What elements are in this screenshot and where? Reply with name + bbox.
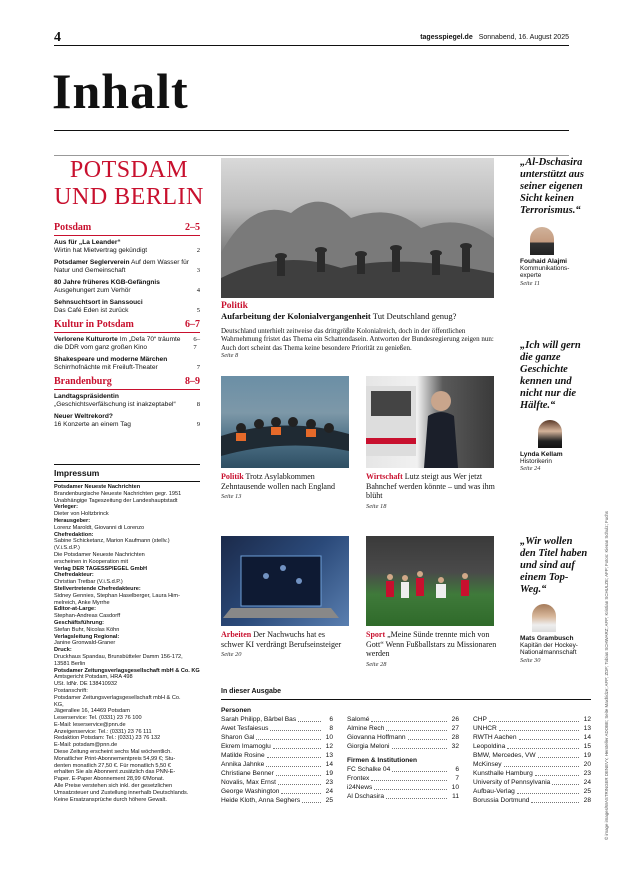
index-personen-title: Personen: [221, 707, 252, 714]
index-firmen-title: Firmen & Institutionen: [347, 757, 417, 764]
index-entry[interactable]: Kunsthalle Hamburg 23: [473, 770, 591, 777]
toc-item[interactable]: Neuer Weltrekord? 16 Konzerte an einem Tag 9: [54, 413, 200, 428]
teaser-page: Seite 20: [221, 651, 242, 658]
index-entry[interactable]: Salomé 26: [347, 716, 459, 723]
impressum-line: erhalten Sie als Abonnent zusätzlich das PNN-E-: [54, 769, 176, 776]
teaser-headline: Politik Trotz Asylabkommen Zehntausende wollen nach England: [221, 472, 335, 491]
teaser-photo-football[interactable]: [366, 536, 494, 626]
index-entry[interactable]: Heide Kloth, Anna Seghers 25: [221, 797, 333, 804]
impressum-line: Chefredakteur:: [54, 572, 94, 579]
index-entry[interactable]: Giovanna Hoffmann 28: [347, 734, 459, 741]
impressum-line: Verlagsleitung Regional:: [54, 633, 120, 640]
impressum-line: Dieter von Holtzbrinck: [54, 511, 109, 518]
teaser-headline: Wirtschaft Lutz steigt aus Wer jetzt Bahnchef werden könnte – und was ihm blüht: [366, 472, 495, 500]
impressum-line: Jägerallee 16, 14469 Potsdam: [54, 708, 130, 715]
toc-section-kultur: [54, 319, 200, 372]
portrait-1: [530, 227, 554, 255]
toc-item[interactable]: Aus für „La Leander“ Wirtin hat Mietvertrag gekündigt 2: [54, 239, 200, 254]
quote-name: Mats Grambusch: [520, 635, 574, 642]
lead-headline: Aufarbeitung der Kolonialvergangenheit Tut Deutschland genug?: [221, 311, 457, 321]
index-col-3: [473, 706, 591, 805]
impressum-line: E-Mail: leserservice@pnn.de: [54, 721, 126, 728]
quote-text: „Wir wollen den Titel haben und sind auf einem Top-Weg.“: [520, 536, 588, 595]
index-entry[interactable]: George Washington 24: [221, 788, 333, 795]
page-number: 4: [54, 30, 61, 45]
impressum-line: KG,: [54, 701, 64, 708]
impressum-line: Anzeigenservice: Tel.: (0331) 23 76 111: [54, 728, 152, 735]
impressum-line: erscheinen in Kooperation mit: [54, 558, 129, 565]
impressum-line: Redaktion Potsdam: Tel.: (0331) 23 76 132: [54, 735, 161, 742]
index-entry[interactable]: Giorgia Meloni 32: [347, 743, 459, 750]
toc: [54, 222, 200, 433]
impressum-line: Janine Gronwald-Graner: [54, 640, 116, 647]
impressum-line: Sabine Schicketanz, Marion Kaufmann (stellv.): [54, 538, 170, 545]
impressum-line: Paper. E-Paper Abonnement 28,99 €/Monat.: [54, 776, 165, 783]
impressum-line: Postanschrift:: [54, 687, 88, 694]
title-rule: [54, 130, 569, 131]
colonial-soldiers-image: [221, 158, 494, 298]
toc-item[interactable]: 80 Jahre früheres KGB-Gefängnis Ausgehungert zum Verhör 4: [54, 279, 200, 294]
index-entry[interactable]: Sharon Gal 10: [221, 734, 333, 741]
migrant-boat-image: [221, 376, 349, 468]
index-entry[interactable]: i24News 10: [347, 784, 459, 791]
lead-page: Seite 8: [221, 352, 239, 360]
impressum: [54, 464, 200, 803]
bahnchef-image: [366, 376, 494, 468]
section-title-line2: UND BERLIN: [54, 184, 204, 210]
teaser-wirtschaft[interactable]: [366, 472, 498, 510]
impressum-line: Umsatzsteuer und Zustellung innerhalb Deutschlands.: [54, 789, 189, 796]
teaser-photo-laptop[interactable]: [221, 536, 349, 626]
index-entry[interactable]: UNHCR 13: [473, 725, 591, 732]
index-entry[interactable]: Sarah Philipp, Bärbel Bas 6: [221, 716, 333, 723]
index-entry[interactable]: Almine Rech 27: [347, 725, 459, 732]
quote-name: Fouhaid Alajmi: [520, 258, 568, 265]
index-title: In dieser Ausgabe: [221, 688, 282, 695]
index-entry[interactable]: Novalis, Max Ernst 23: [221, 779, 333, 786]
teaser-sport[interactable]: [366, 630, 498, 668]
portrait-3: [532, 604, 556, 632]
index-entry[interactable]: Ekrem Imamoglu 12: [221, 743, 333, 750]
index-entry[interactable]: CHP 12: [473, 716, 591, 723]
teaser-page: Seite 28: [366, 660, 387, 668]
quote-page: Seite 30: [520, 656, 541, 664]
toc-section-header[interactable]: Brandenburg 8–9: [54, 376, 200, 387]
index-entry[interactable]: Matilde Rosine 13: [221, 752, 333, 759]
football-players-image: [366, 536, 494, 626]
impressum-line: Verlag DER TAGESSPIEGEL GmbH: [54, 565, 148, 572]
index-entry[interactable]: Awet Tesfaiesus 8: [221, 725, 333, 732]
impressum-line: Unabhängige Tageszeitung der Landeshauptstadt: [54, 497, 178, 504]
impressum-line: Druck:: [54, 647, 72, 654]
lead-story[interactable]: [221, 301, 494, 359]
section-title: [54, 157, 204, 211]
teaser-photo-boat[interactable]: [221, 376, 349, 468]
index-entry[interactable]: Frontex 7: [347, 775, 459, 782]
toc-item[interactable]: Landtagspräsidentin „Geschichtsverfälschung ist inakzeptabel“ 8: [54, 393, 200, 408]
impressum-lines: [54, 484, 200, 803]
index-entry[interactable]: Al Dschasira 11: [347, 793, 459, 800]
impressum-line: Stellvertretende Chefredakteure:: [54, 585, 141, 592]
teaser-photo-train[interactable]: [366, 376, 494, 468]
quote-name: Lynda Kellam: [520, 451, 563, 458]
laptop-ai-image: [221, 536, 349, 626]
index-col-2: [347, 706, 459, 805]
quote-page: Seite 24: [520, 465, 541, 473]
teaser-arbeiten[interactable]: [221, 630, 349, 658]
index-entry[interactable]: Christiane Benner 19: [221, 770, 333, 777]
toc-section-header[interactable]: Potsdam 2–5: [54, 222, 200, 233]
index-entry[interactable]: Leopoldina 15: [473, 743, 591, 750]
section-rule: [54, 155, 569, 156]
quote-role: Historikerin: [520, 458, 552, 465]
impressum-line: Christian Tretbar (V.i.S.d.P.): [54, 579, 123, 586]
impressum-line: Monatlicher Print-Abonnementpreis 54,99 €; Stu-: [54, 755, 176, 762]
issue-date: Sonnabend, 16. August 2025: [478, 34, 569, 41]
index-entry[interactable]: FC Schalke 04 6: [347, 766, 459, 773]
impressum-line: Chefredaktion:: [54, 531, 94, 538]
impressum-line: melreich, Anke Myrrhe: [54, 599, 110, 606]
impressum-line: Potsdamer Zeitungsverlagsgesellschaft mbH & Co. KG: [54, 667, 200, 674]
teaser-page: Seite 18: [366, 502, 387, 510]
quote-block-3[interactable]: [520, 536, 590, 664]
impressum-line: Verleger:: [54, 504, 78, 511]
impressum-line: Diese Zeitung erscheint sechs Mal wöchentlich.: [54, 749, 172, 756]
toc-item[interactable]: Sehnsuchtsort in Sanssouci Das Café Eden ist zurück 5: [54, 299, 200, 314]
impressum-line: 13581 Berlin: [54, 660, 86, 667]
toc-section-header[interactable]: Kultur in Potsdam 6–7: [54, 319, 200, 330]
index-entry[interactable]: Borussia Dortmund 28: [473, 797, 591, 804]
quote-text: „Ich will gern die ganze Geschichte kennen und nicht nur die Hälfte.“: [520, 340, 581, 411]
impressum-line: (V.i.S.d.P.): [54, 545, 80, 552]
impressum-line: Geschäftsführung:: [54, 619, 105, 626]
header-rule: [54, 45, 569, 46]
impressum-line: USt. IdNr. DE 138410932: [54, 681, 118, 688]
impressum-line: Editor-at-Large:: [54, 606, 96, 613]
impressum-line: denten monatlich 27,50 €. Für monatlich 5,50 €: [54, 762, 171, 769]
impressum-line: E-Mail: potsdam@pnn.de: [54, 742, 118, 749]
lead-body: Deutschland unterhielt zeitweise das drittgrößte Kolonialreich, doch in der öffentlichen Wahrnehmung fristet das Thema ein Schattendasein. Antworten der Bundesregierung zeigen nun: Auch dort scheint das Thema keine besondere Priorität zu genießen.: [221, 327, 494, 352]
toc-item[interactable]: Potsdamer Seglerverein Auf dem Wasser für Natur und Gemeinschaft 3: [54, 259, 200, 274]
toc-item[interactable]: Shakespeare und moderne Märchen Schirrhofnächte mit Freiluft-Theater 7: [54, 356, 200, 371]
impressum-line: Die Potsdamer Neueste Nachrichten: [54, 551, 145, 558]
quote-page: Seite 11: [520, 279, 540, 287]
quote-role: Kommunikations-experte: [520, 265, 570, 280]
impressum-line: Sidney Gennies, Stephan Haselberger, Laura Him-: [54, 592, 180, 599]
impressum-line: Herausgeber:: [54, 517, 91, 524]
impressum-line: Druckhaus Spandau, Brunsbütteler Damm 156-172,: [54, 653, 183, 660]
photo-credits: © image images/WASTRINGER DENEVY, Hersteller ADOBE; Seite Maxhidze; AFP; ZDF; Tobias SCHWARZ; AFP; Kristian SCHULZE; AFP; Fotos: Kieran Schulz; Fuchs: [604, 511, 609, 840]
index-entry[interactable]: University of Pennsylvania 24: [473, 779, 591, 786]
page-title: Inhalt: [52, 63, 189, 119]
index-entry[interactable]: Aufbau-Verlag 25: [473, 788, 591, 795]
portrait-2: [538, 420, 562, 448]
site-name[interactable]: tagesspiegel.de: [420, 34, 473, 41]
impressum-line: Potsdamer Neueste Nachrichten: [54, 484, 141, 490]
impressum-line: Potsdamer Zeitungsverlagsgesellschaft mbH & Co.: [54, 694, 181, 701]
teaser-headline: Sport „Meine Sünde trennte mich von Gott“ Wenn Fußballstars zu Missionaren werden: [366, 630, 497, 658]
index-entry[interactable]: BMW, Mercedes, VW 19: [473, 752, 591, 759]
teaser-page: Seite 13: [221, 493, 242, 500]
toc-section-potsdam: [54, 222, 200, 315]
impressum-line: Brandenburgische Neueste Nachrichten gegr. 1951: [54, 490, 182, 497]
impressum-line: Keine Ersatzansprüche durch höhere Gewalt.: [54, 796, 167, 803]
impressum-line: Amtsgericht Potsdam, HRA 498: [54, 674, 133, 681]
quote-text: „Al-Dschasira unterstützt aus seiner eigenen Sicht keinen Terrorismus.“: [520, 157, 584, 216]
teaser-politik[interactable]: [221, 472, 349, 500]
impressum-line: Alle Preise verstehen sich inkl. der gesetzlichen: [54, 783, 173, 790]
quote-block-2[interactable]: [520, 340, 590, 472]
quote-block-1[interactable]: [520, 157, 590, 287]
header-meta: [420, 34, 569, 41]
impressum-title: Impressum: [54, 468, 100, 478]
impressum-line: Lorenz Maroldt, Giovanni di Lorenzo: [54, 524, 145, 531]
lead-photo[interactable]: [221, 158, 494, 298]
index-entry[interactable]: McKinsey 20: [473, 761, 591, 768]
index-col-1: [221, 706, 333, 805]
lead-kicker: Politik: [221, 301, 248, 311]
impressum-line: Leserservice: Tel. (0331) 23 76 100: [54, 715, 142, 722]
quote-role: Kapitän der Hockey-Nationalmannschaft: [520, 642, 578, 657]
impressum-line: Stefan Buhr, Nicolas Köhn: [54, 626, 120, 633]
impressum-line: Stephan-Andreas Casdorff: [54, 613, 121, 620]
teaser-headline: Arbeiten Der Nachwuchs hat es schwer KI verdrängt Berufseinsteiger: [221, 630, 342, 649]
toc-section-brandenburg: [54, 376, 200, 429]
index-section: [221, 688, 591, 805]
section-title-line1: POTSDAM: [69, 157, 189, 183]
toc-item[interactable]: Verlorene Kulturorte Im „Defa 70“ träumte die DDR vom ganz großen Kino 6–7: [54, 336, 200, 351]
index-entry[interactable]: Annika Jahnke 14: [221, 761, 333, 768]
index-entry[interactable]: RWTH Aachen 14: [473, 734, 591, 741]
